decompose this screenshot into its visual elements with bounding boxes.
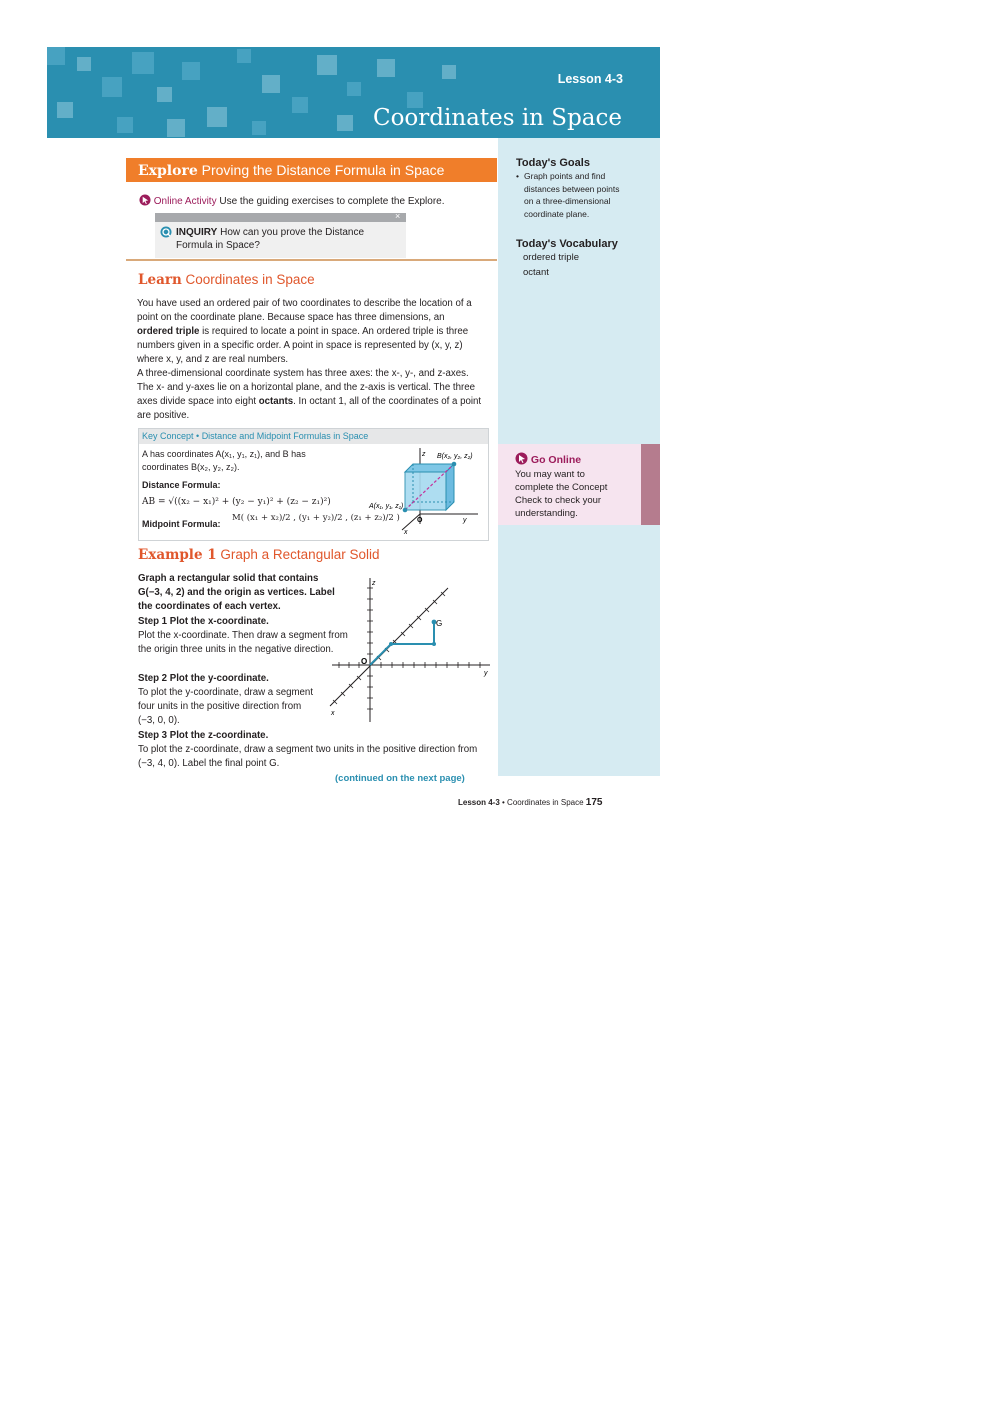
online-activity[interactable] (139, 194, 445, 207)
term-octants: octants (258, 396, 294, 407)
example-subtitle: Graph a Rectangular Solid (220, 547, 380, 562)
step-3 (138, 729, 478, 771)
footer-lesson: Lesson 4-3 (458, 798, 500, 807)
go-online-tab (641, 444, 660, 525)
step-1 (138, 615, 353, 657)
lesson-label: Lesson 4-3 (557, 72, 623, 86)
step-1-heading: Step 1 Plot the x-coordinate. (138, 616, 269, 627)
step-2 (138, 672, 318, 728)
explore-label: Explore (138, 163, 198, 179)
bullet-icon: • (516, 171, 519, 181)
continued-note: (continued on the next page) (335, 773, 465, 784)
distance-formula-label: Distance Formula: (142, 480, 221, 490)
vocab-item-octant[interactable]: octant (523, 267, 549, 278)
graph-label-z: z (372, 580, 376, 587)
inquiry-question: How can you prove the Distance Formula in Space? (176, 227, 365, 251)
midpoint-formula-label: Midpoint Formula: (142, 519, 221, 529)
example-title (138, 547, 379, 563)
explore-subtitle: Proving the Distance Formula in Space (201, 162, 445, 178)
online-activity-text: Use the guiding exercises to complete the Explore. (219, 196, 445, 207)
footer-title: Coordinates in Space (507, 798, 584, 807)
go-online-label: Go Online (530, 454, 582, 466)
vocab-item-ordered-triple[interactable]: ordered triple (523, 252, 579, 263)
label-z: z (422, 451, 426, 458)
explore-title (138, 162, 444, 179)
inquiry-label: INQUIRY (176, 227, 218, 238)
step-3-text: To plot the z-coordinate, draw a segment two units in the positive direction from (−3, 4, 0). Label the final point G. (138, 744, 478, 769)
distance-formula: AB = √((x₂ − x₁)² + (y₂ − y₁)² + (z₂ − z₁)²) (142, 497, 331, 507)
cursor-icon (515, 452, 528, 465)
label-y: y (463, 517, 467, 524)
page-number: 175 (585, 797, 603, 808)
label-g: G (436, 619, 443, 628)
graph-label-y: y (484, 670, 488, 677)
goals-title: Today's Goals (516, 157, 590, 169)
example-graph (328, 574, 493, 726)
learn-paragraph-2: A three-dimensional coordinate system has three axes: the x-, y-, and z-axes. The x- and y-axes lie on a horizontal plane, and the z-axis is vertical. The three axes divide space into eight octants. In octant 1, all of the coordinates of a point are positive. (137, 368, 482, 421)
label-x: x (404, 529, 408, 536)
point-b (452, 462, 457, 467)
learn-text (137, 297, 482, 423)
step-2-text: To plot the y-coordinate, draw a segment four units in the positive direction from (−3, 0, 0). (138, 687, 314, 726)
label-origin: O (417, 517, 423, 524)
graph-label-x: x (331, 710, 335, 717)
inquiry-text (176, 226, 396, 252)
goals-item-text: Graph points and find distances between points on a three-dimensional coordinate plane. (524, 171, 620, 219)
go-online-text: You may want to complete the Concept Check to check your understanding. (515, 469, 608, 519)
learn-label: Learn (138, 272, 182, 288)
graph-label-origin: O (361, 657, 368, 666)
cursor-icon (139, 194, 151, 206)
goals-item (516, 170, 628, 220)
learn-title (138, 272, 315, 288)
label-a: A(x₁, y₁, z₁) (369, 503, 404, 510)
step-1-text: Plot the x-coordinate. Then draw a segment from the origin three units in the negative direction. (138, 630, 348, 655)
online-activity-label[interactable]: Online Activity (153, 196, 217, 207)
midpoint-formula: M( (x₁ + x₂)/2 , (y₁ + y₂)/2 , (z₁ + z₂)/2 ) (232, 513, 400, 523)
cube-diagram (360, 444, 485, 536)
lesson-banner (47, 47, 660, 138)
question-icon (160, 225, 172, 243)
point-a (403, 508, 408, 513)
close-icon[interactable]: × (395, 211, 401, 221)
learn-subtitle: Coordinates in Space (185, 272, 315, 287)
step-3-heading: Step 3 Plot the z-coordinate. (138, 730, 269, 741)
example-task: Graph a rectangular solid that contains G(−3, 4, 2) and the origin as vertices. Label the coordinates of each vertex. (138, 573, 335, 612)
page-footer: Lesson 4-3 • Coordinates in Space 175 (458, 797, 603, 808)
learn-paragraph-1: You have used an ordered pair of two coordinates to describe the location of a point on the coordinate plane. Because space has three dimensions, an ordered triple is required to locate a point in space. An ordered triple is three numbers given in a specific order. A point in space is represented by (x, y, z) where x, y, and z are real numbers. (137, 298, 472, 365)
key-concept-coordinates: A has coordinates A(x₁, y₁, z₁), and B has coordinates B(x₂, y₂, z₂). (142, 449, 306, 472)
key-concept-title: Key Concept • Distance and Midpoint Formulas in Space (142, 431, 369, 441)
example-label: Example 1 (138, 547, 217, 563)
label-b: B(x₂, y₂, z₂) (437, 453, 473, 460)
go-online-title[interactable] (515, 452, 581, 466)
page-title: Coordinates in Space (372, 105, 622, 131)
term-ordered-triple: ordered triple (137, 326, 200, 337)
explore-divider (126, 259, 497, 261)
vocab-title: Today's Vocabulary (516, 238, 618, 250)
step-2-heading: Step 2 Plot the y-coordinate. (138, 673, 269, 684)
